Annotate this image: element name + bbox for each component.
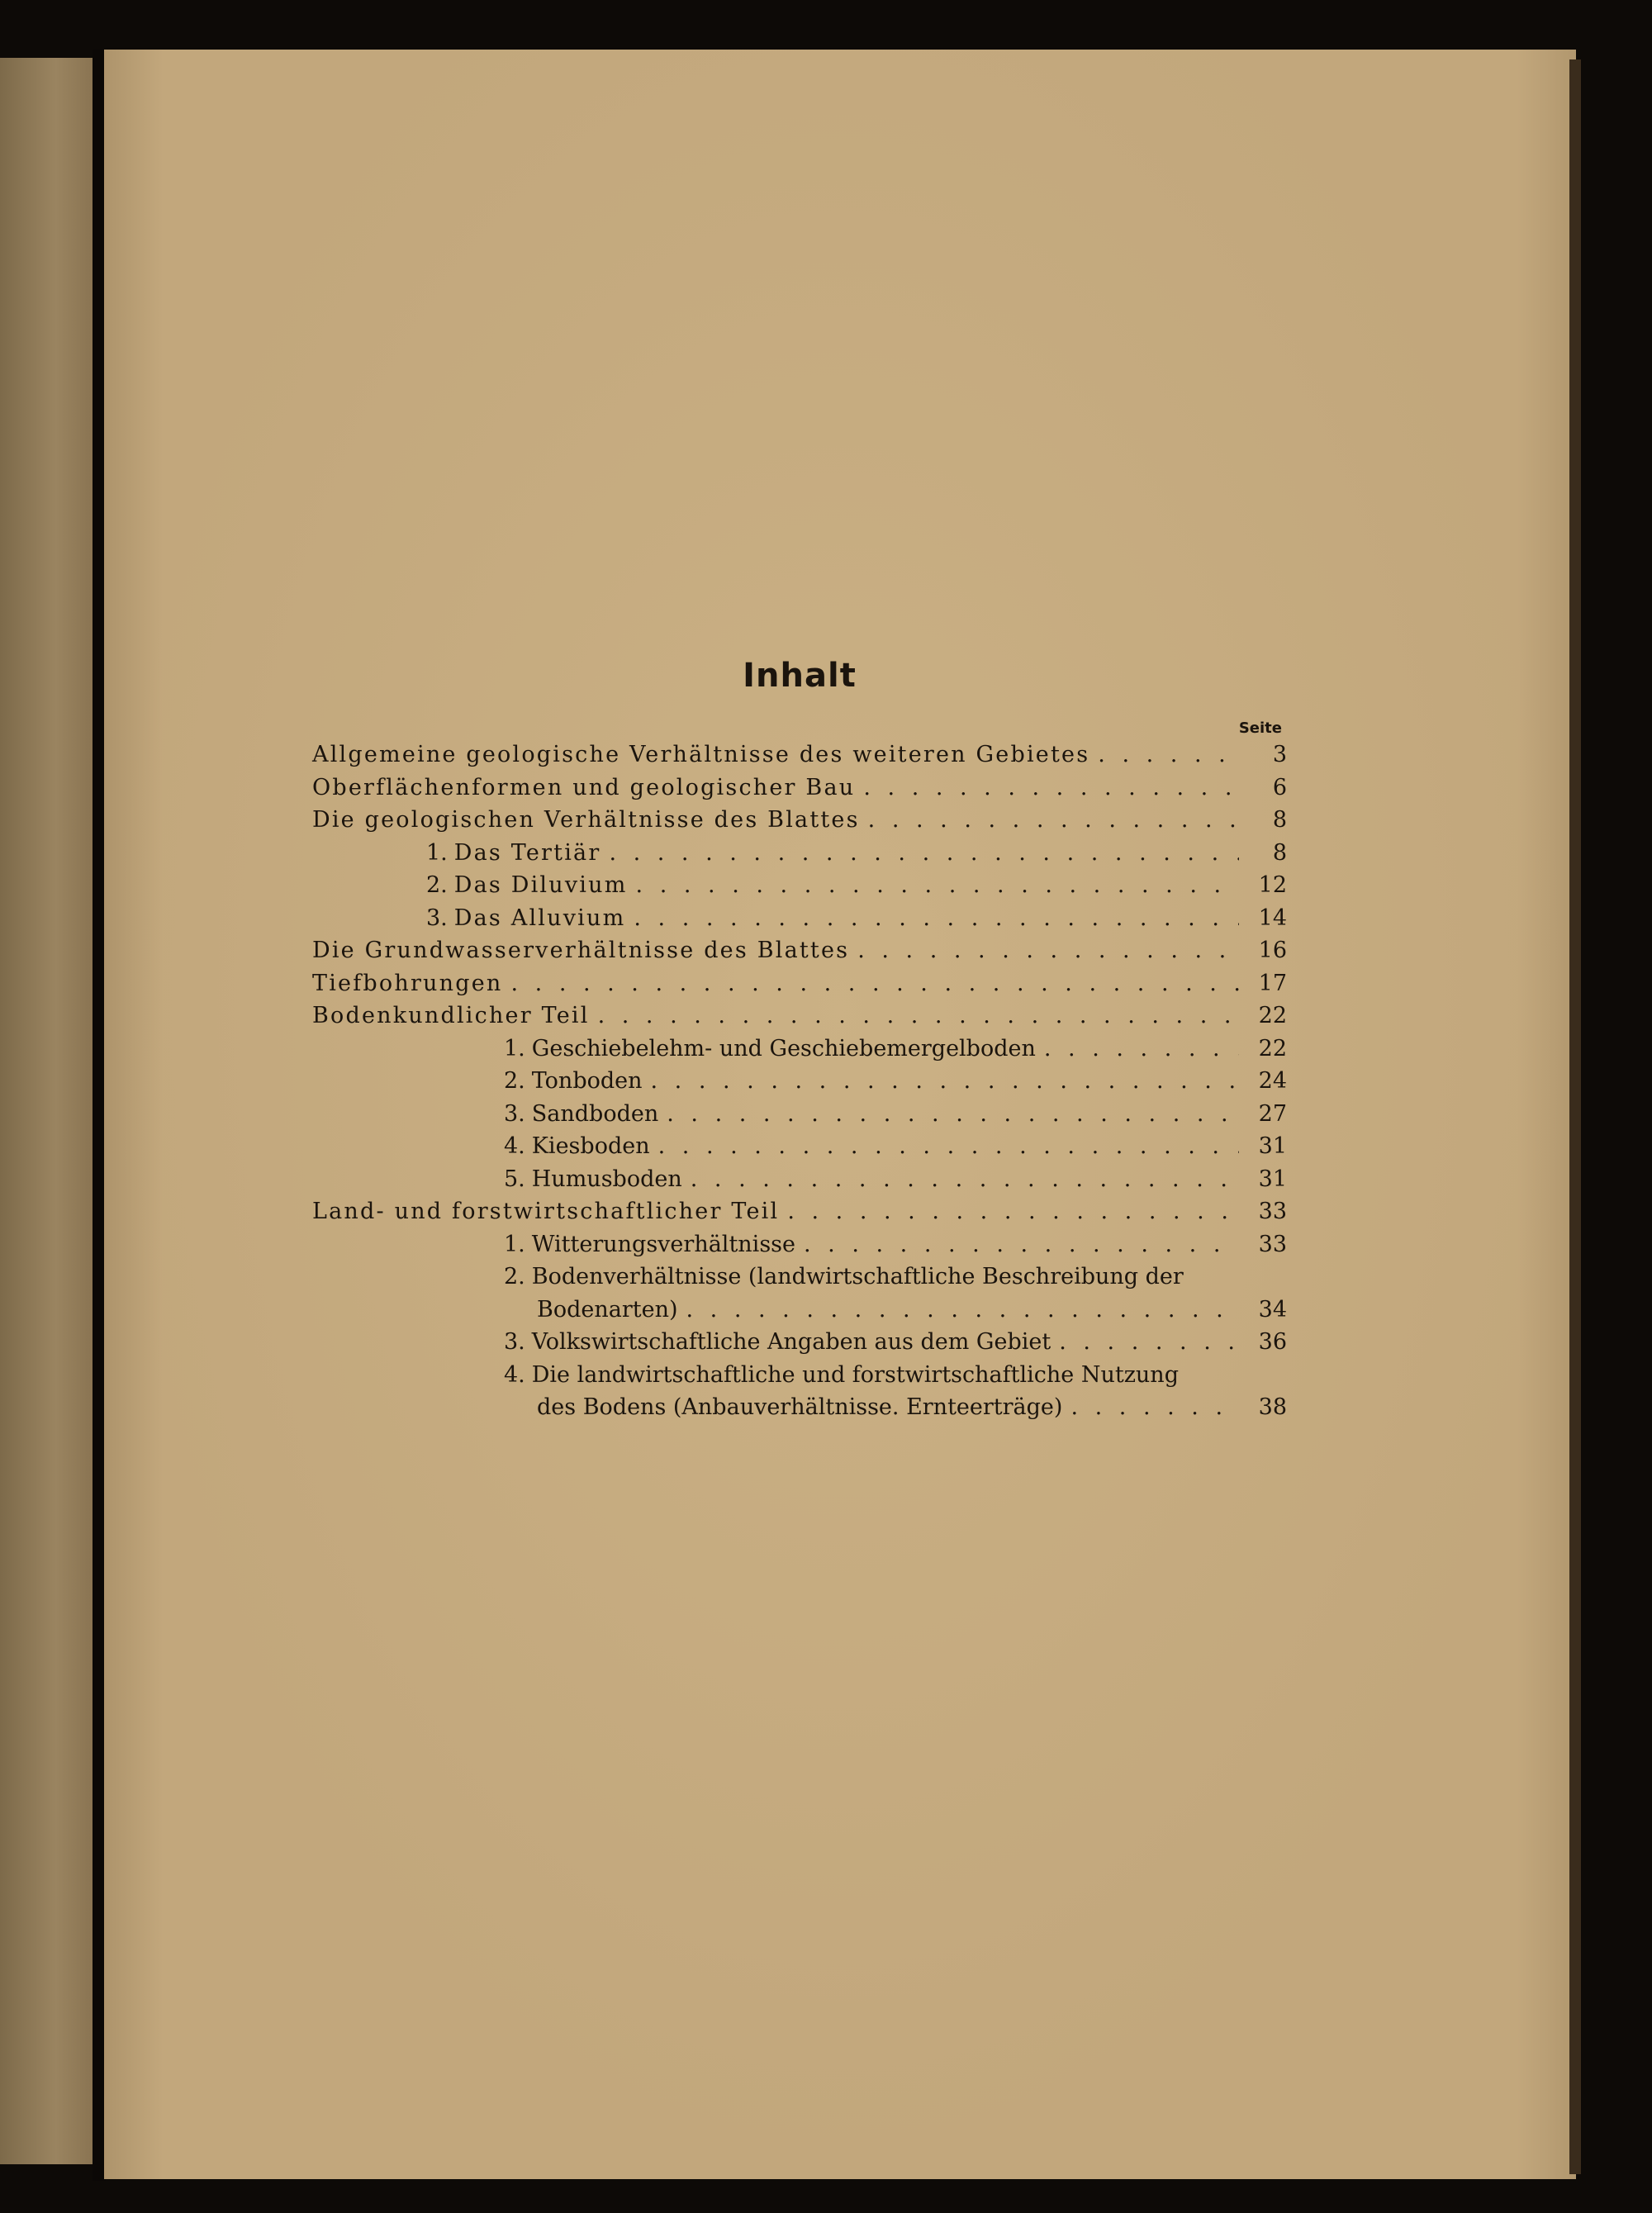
toc-subentry	[312, 1036, 1287, 1069]
toc-subentry	[312, 1101, 1287, 1134]
toc-entry	[312, 1003, 1287, 1036]
toc-entry-page: 36	[1258, 1329, 1287, 1355]
toc-title: Inhalt	[743, 657, 857, 695]
toc-entry-number: 5.	[504, 1166, 525, 1192]
toc-entry-page: 22	[1258, 1003, 1287, 1028]
toc-entry-number: 2.	[504, 1264, 525, 1289]
toc-entry-label: Geschiebelehm- und Geschiebemergelboden	[531, 1035, 1036, 1061]
toc-entry	[312, 775, 1287, 808]
leader-dots	[863, 775, 1239, 800]
toc-entry-page: 31	[1258, 1166, 1287, 1192]
toc-subentry	[312, 1166, 1287, 1199]
leader-dots	[691, 1166, 1239, 1192]
toc-entry-number: 4.	[504, 1133, 525, 1159]
toc-entry-number: 3.	[504, 1329, 525, 1355]
leader-dots	[868, 807, 1239, 833]
toc-subentry	[312, 905, 1287, 938]
toc-entry-number: 1.	[504, 1231, 525, 1257]
toc-entry-label: Kiesboden	[531, 1133, 650, 1159]
leader-dots	[787, 1199, 1239, 1224]
toc-entry-label: Sandboden	[531, 1100, 659, 1127]
toc-entry	[312, 971, 1287, 1004]
leader-dots	[857, 938, 1239, 963]
toc-entry-label-continuation: des Bodens (Anbauverhältnisse. Ernteerträge)	[537, 1394, 1063, 1420]
toc-entry-page: 8	[1272, 807, 1287, 833]
leader-dots	[1059, 1329, 1239, 1355]
leader-dots	[634, 905, 1239, 931]
page-column-header: Seite	[1238, 719, 1282, 737]
toc-entry	[312, 938, 1287, 971]
leader-dots	[510, 971, 1239, 996]
toc-entry-label: Volkswirtschaftliche Angaben aus dem Gebiet	[531, 1329, 1051, 1355]
toc-entry-label-continuation: Bodenarten)	[537, 1296, 678, 1323]
toc-entry-label: Die geologischen Verhältnisse des Blattes	[312, 807, 860, 833]
toc-entry-number: 2.	[504, 1068, 525, 1094]
toc-entry-number: 1.	[504, 1035, 525, 1061]
toc-entry-label: Die landwirtschaftliche und forstwirtschaftliche Nutzung	[531, 1361, 1179, 1388]
leader-dots	[1044, 1036, 1239, 1061]
toc-entry-number: 3.	[504, 1100, 525, 1127]
toc-entry-number: 3.	[426, 905, 448, 931]
toc-entry-label: Humusboden	[531, 1166, 682, 1192]
leader-dots	[804, 1232, 1239, 1257]
leader-dots	[598, 1003, 1239, 1028]
toc-entry-label: Tiefbohrungen	[312, 970, 503, 996]
toc-entry-page: 8	[1272, 839, 1287, 866]
toc-entry-label: Land- und forstwirtschaftlicher Teil	[312, 1199, 780, 1224]
toc-entry-page: 38	[1258, 1394, 1287, 1420]
toc-entry-label: Bodenkundlicher Teil	[312, 1003, 590, 1028]
leader-dots	[636, 872, 1239, 898]
toc-entry-label: Das Alluvium	[453, 905, 626, 931]
toc-subentry	[312, 1068, 1287, 1101]
toc-subentry-continuation	[312, 1394, 1287, 1427]
toc-subentry	[312, 840, 1287, 873]
left-page-edge	[0, 58, 93, 2164]
toc-entry-label: Das Tertiär	[453, 839, 601, 866]
toc-subentry-continuation	[312, 1297, 1287, 1330]
leader-dots	[1098, 742, 1239, 767]
leader-dots	[658, 1133, 1239, 1159]
toc-entry-page: 12	[1258, 872, 1287, 898]
toc-entry	[312, 807, 1287, 840]
toc-entry-page: 34	[1258, 1296, 1287, 1323]
toc-subentry	[312, 1232, 1287, 1265]
toc-entry-label: Tonboden	[531, 1068, 643, 1094]
toc-entry	[312, 742, 1287, 775]
toc-entry-page: 3	[1272, 742, 1287, 767]
leader-dots	[609, 840, 1239, 866]
toc-entry-page: 22	[1258, 1035, 1287, 1061]
toc-entry-label: Bodenverhältnisse (landwirtschaftliche Beschreibung der	[531, 1264, 1184, 1289]
toc-subentry	[312, 1362, 1287, 1395]
page-edge	[1569, 59, 1581, 2174]
toc-entry-page: 33	[1258, 1231, 1287, 1257]
toc-subentry	[312, 1264, 1287, 1297]
leader-dots	[667, 1101, 1239, 1127]
toc-entry-number: 2.	[426, 872, 448, 898]
toc-entry-page: 33	[1258, 1199, 1287, 1224]
toc-entry-page: 16	[1258, 938, 1287, 963]
toc-entry-page: 6	[1272, 774, 1287, 800]
toc-entry-number: 1.	[426, 839, 448, 866]
toc-entry-label: Oberflächenformen und geologischer Bau	[312, 774, 856, 800]
toc-entry	[312, 1199, 1287, 1232]
toc-entry-number: 4.	[504, 1361, 525, 1388]
table-of-contents	[312, 657, 1287, 1427]
leader-dots	[686, 1297, 1239, 1323]
toc-entry-page: 24	[1258, 1068, 1287, 1094]
toc-entry-label: Allgemeine geologische Verhältnisse des weiteren Gebietes	[312, 742, 1090, 767]
toc-entry-label: Das Diluvium	[453, 872, 628, 898]
toc-entry-page: 27	[1258, 1100, 1287, 1127]
toc-subentry	[312, 1329, 1287, 1362]
toc-entry-page: 17	[1258, 970, 1287, 996]
leader-dots	[651, 1068, 1239, 1094]
toc-entry-page: 14	[1258, 905, 1287, 931]
toc-subentry	[312, 872, 1287, 905]
toc-entry-page: 31	[1258, 1133, 1287, 1159]
leader-dots	[1070, 1394, 1239, 1420]
toc-entry-label: Die Grundwasserverhältnisse des Blattes	[312, 938, 850, 963]
toc-subentry	[312, 1133, 1287, 1166]
toc-entry-label: Witterungsverhältnisse	[531, 1231, 796, 1257]
